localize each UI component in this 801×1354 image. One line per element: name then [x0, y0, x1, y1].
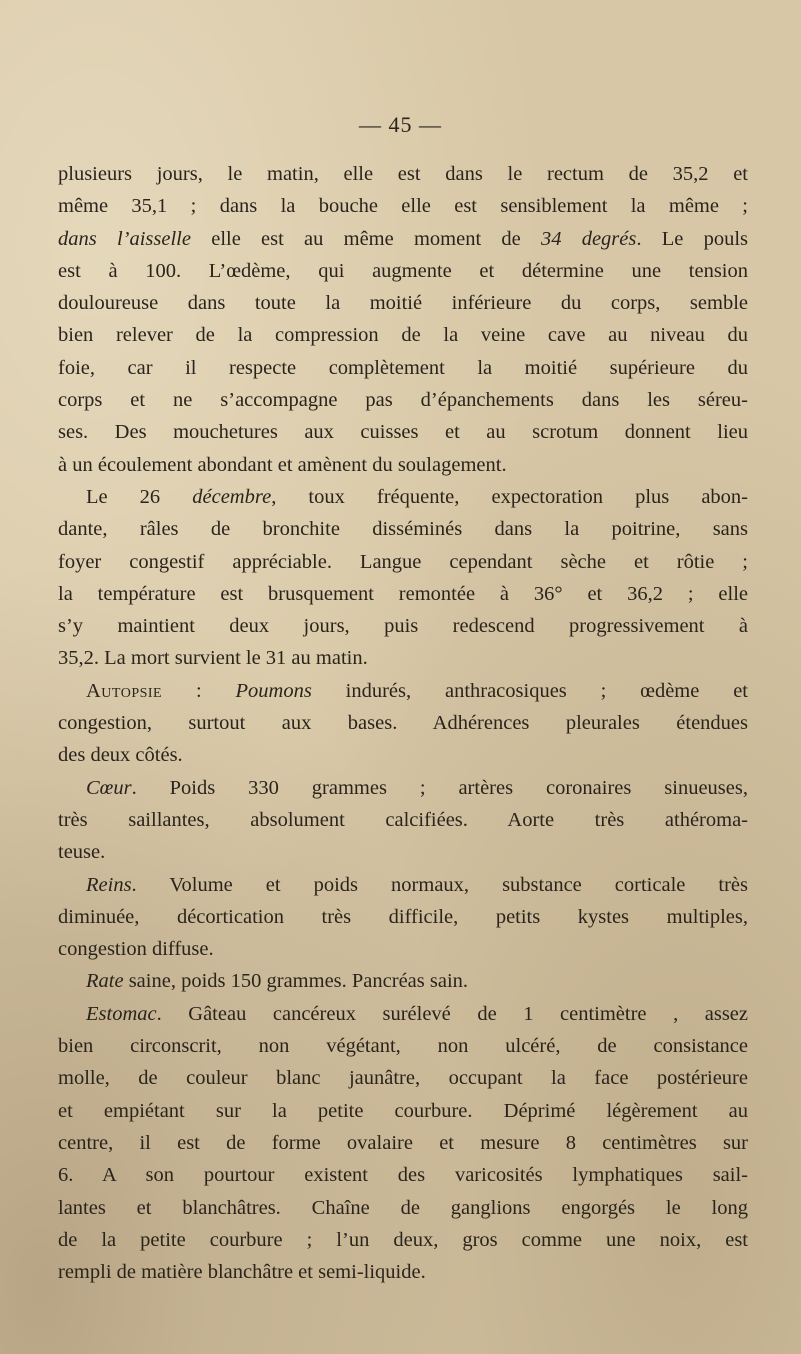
text-run: . Gâteau cancéreux surélevé de 1 centimètre , assez [156, 1002, 748, 1025]
text-run: bien circonscrit, non végétant, non ulcéré, de consistance [58, 1035, 748, 1058]
text-line [58, 158, 748, 190]
italic-run: Rate [86, 970, 124, 993]
text-line [58, 998, 748, 1030]
text-run: . Poids 330 grammes ; artères coronaires sinueuses, [131, 776, 748, 799]
text-run: foie, car il respecte complètement la moitié supérieure du [58, 356, 748, 379]
text-run: Le 26 [86, 485, 193, 508]
text-line [58, 707, 748, 739]
text-run: saine, poids 150 grammes. Pancréas sain. [123, 970, 469, 993]
text-run: à un écoulement abondant et amènent du soulagement. [58, 453, 507, 476]
text-run: et empiétant sur la petite courbure. Déprimé légèrement au [58, 1099, 748, 1122]
text-run: rempli de matière blanchâtre et semi-liquide. [58, 1261, 426, 1284]
text-run: 6. A son pourtour existent des varicosités lymphatiques sail- [58, 1164, 748, 1187]
text-line [58, 546, 748, 578]
text-run: . Le pouls [636, 227, 748, 250]
body-text [58, 158, 748, 1288]
text-run: très saillantes, absolument calcifiées. Aorte très athéroma- [58, 808, 748, 831]
text-line [58, 675, 748, 707]
text-line [58, 1256, 748, 1288]
text-line [58, 223, 748, 255]
text-line [58, 287, 748, 319]
text-run: . Volume et poids normaux, substance corticale très [131, 873, 748, 896]
text-run: corps et ne s’accompagne pas d’épanchements dans les séreu- [58, 389, 748, 412]
text-line [58, 836, 748, 868]
text-run: 35,2. La mort survient le 31 au matin. [58, 647, 368, 670]
text-line [58, 1062, 748, 1094]
text-line [58, 901, 748, 933]
text-run: , toux fréquente, expectoration plus abon- [271, 485, 749, 508]
text-run: congestion diffuse. [58, 938, 214, 961]
text-line [58, 933, 748, 965]
text-run: de la petite courbure ; l’un deux, gros comme une noix, est [58, 1228, 748, 1251]
text-run: centre, il est de forme ovalaire et mesure 8 centimètres sur [58, 1131, 748, 1154]
italic-run: Poumons [235, 679, 312, 702]
text-line [58, 1192, 748, 1224]
text-line [58, 416, 748, 448]
text-run: bien relever de la compression de la veine cave au niveau du [58, 324, 748, 347]
text-run: même 35,1 ; dans la bouche elle est sensiblement la même ; [58, 195, 748, 218]
text-run: s’y maintient deux jours, puis redescend progressivement à [58, 615, 748, 638]
italic-run: décembre [192, 485, 272, 508]
text-run: plusieurs jours, le matin, elle est dans le rectum de 35,2 et [58, 163, 748, 185]
text-line [58, 190, 748, 222]
text-line [58, 804, 748, 836]
text-line [58, 578, 748, 610]
italic-run: dans l’aisselle [58, 227, 191, 250]
text-run: dante, râles de bronchite disséminés dans la poitrine, sans [58, 518, 748, 541]
text-line [58, 255, 748, 287]
text-line [58, 642, 748, 674]
text-run: douloureuse dans toute la moitié inférieure du corps, semble [58, 292, 748, 315]
text-run: diminuée, décortication très difficile, petits kystes multiples, [58, 905, 748, 928]
text-run: : [162, 679, 236, 702]
text-run: elle est au même moment de [190, 227, 541, 250]
text-run: lantes et blanchâtres. Chaîne de ganglions engorgés le long [58, 1196, 748, 1219]
text-line [58, 1030, 748, 1062]
text-line [58, 610, 748, 642]
italic-run: 34 degrés [540, 227, 637, 250]
text-run: est à 100. L’œdème, qui augmente et détermine une tension [58, 259, 748, 282]
italic-run: Cœur [86, 776, 132, 799]
italic-run: Estomac [86, 1002, 157, 1025]
text-line [58, 352, 748, 384]
text-line [58, 1095, 748, 1127]
text-line [58, 481, 748, 513]
text-line [58, 449, 748, 481]
small-caps-run: Autopsie [86, 679, 163, 702]
text-line [58, 965, 748, 997]
text-run: ses. Des mouchetures aux cuisses et au scrotum donnent lieu [58, 421, 748, 444]
text-line [58, 384, 748, 416]
text-run: la température est brusquement remontée à 36° et 36,2 ; elle [58, 582, 748, 605]
text-line [58, 772, 748, 804]
text-line [58, 1127, 748, 1159]
text-run: foyer congestif appréciable. Langue cependant sèche et rôtie ; [58, 550, 748, 573]
text-line [58, 513, 748, 545]
page-number: — 45 — [359, 112, 442, 137]
text-line [58, 869, 748, 901]
text-run: indurés, anthracosiques ; œdème et [311, 679, 748, 702]
text-line [58, 1224, 748, 1256]
text-run: molle, de couleur blanc jaunâtre, occupant la face postérieure [58, 1067, 748, 1090]
text-run: des deux côtés. [58, 744, 183, 767]
text-run: teuse. [58, 841, 106, 864]
text-run: congestion, surtout aux bases. Adhérences pleurales étendues [58, 712, 748, 735]
text-line [58, 1159, 748, 1191]
text-line [58, 739, 748, 771]
italic-run: Reins [86, 873, 132, 896]
text-line [58, 319, 748, 351]
